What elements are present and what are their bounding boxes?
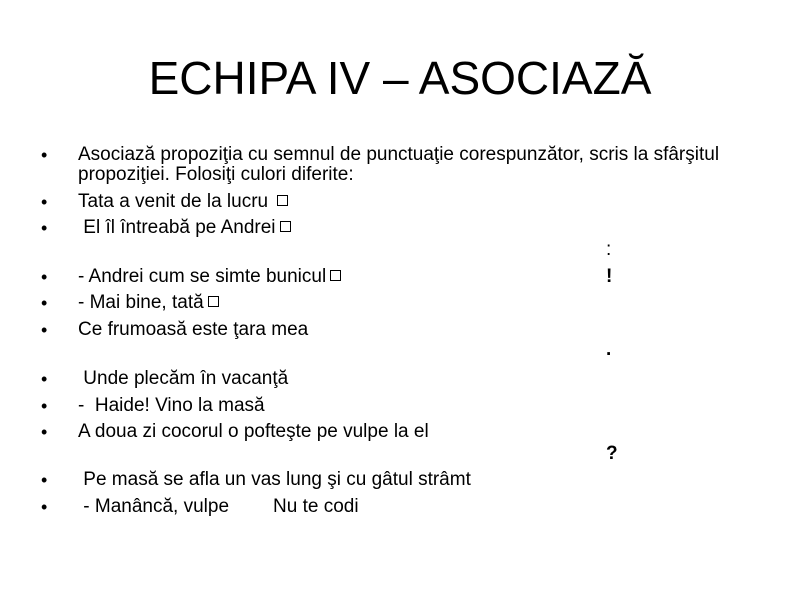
empty-box-icon: [330, 270, 341, 281]
empty-box-icon: [277, 195, 288, 206]
list-item-content: [78, 497, 768, 517]
list-item-text: - Andrei cum se simte bunicul: [78, 266, 327, 287]
bullet-icon: •: [41, 396, 48, 416]
bullet-icon: •: [41, 218, 48, 238]
bullet-icon: •: [41, 145, 48, 165]
punctuation-mark: .: [606, 339, 612, 360]
empty-box-icon: [208, 296, 219, 307]
list-item-content: [78, 267, 768, 287]
list-item-text: - Mai bine, tată: [78, 292, 204, 313]
empty-box-icon: [280, 221, 291, 232]
list-item-text: Ce frumoasă este ţara mea: [78, 319, 309, 340]
list-item-text: Tata a venit de la lucru: [78, 191, 274, 212]
list-item-content: [78, 293, 768, 313]
bullet-icon: •: [41, 293, 48, 313]
list-item-text: Nu te codi: [273, 496, 359, 517]
list-item-text: - Manâncă, vulpe: [78, 496, 230, 517]
list-item-text: A doua zi cocorul o pofteşte pe vulpe la el: [78, 421, 429, 442]
bullet-icon: •: [41, 470, 48, 490]
list-item-content: [78, 218, 768, 238]
list-item-text: Pe masă se afla un vas lung şi cu gâtul strâmt: [78, 469, 471, 490]
bullet-icon: •: [41, 267, 48, 287]
list-item-text: El îl întreabă pe Andrei: [78, 217, 276, 238]
punctuation-mark: ?: [606, 443, 618, 464]
bullet-icon: •: [41, 369, 48, 389]
punctuation-mark: !: [606, 266, 613, 287]
list-item-text: Asociază propoziţia cu semnul de punctuaţie corespunzător, scris la sfârşitul propoziţiei. Folosiţi culori diferite:: [78, 144, 720, 185]
bullet-icon: •: [41, 192, 48, 212]
punctuation-mark: :: [606, 239, 612, 260]
list-item-text: - Haide! Vino la masă: [78, 395, 265, 416]
list-item-content: [78, 192, 768, 212]
slide-title: ECHIPA IV – ASOCIAZĂ: [148, 52, 652, 104]
bullet-icon: •: [41, 320, 48, 340]
list-item-text: Unde plecăm în vacanţă: [78, 368, 289, 389]
bullet-icon: •: [41, 422, 48, 442]
bullet-icon: •: [41, 497, 48, 517]
